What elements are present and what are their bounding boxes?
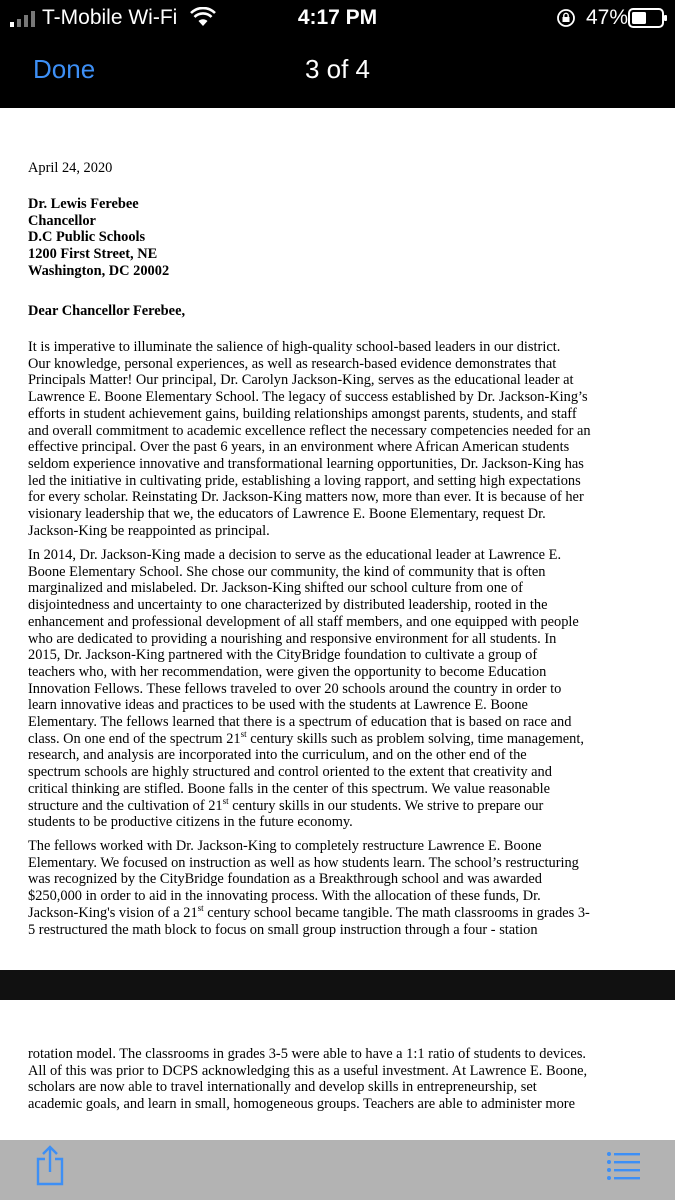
text-line: Elementary. We focused on instruction as well as how students learn. The school’s restructuring [28, 854, 579, 871]
text-run: Jackson-King's vision of a 21 [28, 904, 198, 921]
battery-percent: 47% [586, 6, 629, 29]
superscript: st [240, 728, 247, 739]
text-line: led the initiative in cultivating pride, establishing a loving rapport, and setting high expectations [28, 472, 581, 489]
text-line: The fellows worked with Dr. Jackson-King to completely restructure Lawrence E. Boone [28, 838, 542, 854]
rotation-lock-icon [556, 8, 576, 28]
paragraph-4 [28, 1046, 648, 1113]
text-line: learn innovative ideas and practices to be used with the students at Lawrence E. Boone [28, 697, 528, 714]
text-line: research, and analysis are incorporated into the curriculum, and on the other end of the [28, 747, 527, 764]
text-line: spectrum schools are highly structured and control oriented to the extent that creativity and [28, 764, 552, 781]
paragraph-3 [28, 838, 648, 938]
battery-icon [628, 8, 668, 28]
list-icon[interactable] [606, 1150, 640, 1182]
share-icon[interactable] [34, 1144, 66, 1186]
text-line: and overall commitment to academic excellence reflect the necessary competencies needed for an [28, 422, 591, 439]
text-run: century skills such as problem solving, time management, [246, 730, 584, 747]
text-line: disjointedness and uncertainty to one characterized by distributed leadership, rooted in the [28, 597, 548, 614]
text-line [28, 795, 648, 815]
text-line: Elementary. The fellows learned that there is a spectrum of education that is based on race and [28, 714, 572, 731]
text-run: century skills in our students. We strive to prepare our [228, 797, 544, 814]
superscript: st [222, 795, 229, 806]
text-line: $250,000 in order to aid in the innovating process. With the allocation of these funds, Dr. [28, 888, 541, 905]
text-line: In 2014, Dr. Jackson-King made a decision to serve as the educational leader at Lawrence E. [28, 547, 562, 563]
text-line: All of this was prior to DCPS acknowledging this as a useful investment. At Lawrence E. Boone, [28, 1062, 588, 1079]
text-line: marginalized and mislabeled. Dr. Jackson-King shifted our school culture from one of [28, 580, 523, 597]
text-run: century school became tangible. The math classrooms in grades 3- [203, 904, 590, 921]
text-line: seldom experience innovative and transformational learning opportunities, Dr. Jackson-King has [28, 455, 584, 472]
text-line: teachers who, with her recommendation, were given the opportunity to become Education [28, 663, 547, 680]
nav-bar [0, 36, 675, 108]
address-line: Washington, DC 20002 [28, 262, 170, 279]
text-line: academic goals, and learn in small, homogeneous groups. Teachers are able to administer more [28, 1096, 575, 1113]
document-page-3 [0, 108, 675, 970]
done-button[interactable]: Done [33, 54, 96, 84]
text-line: Jackson-King be reappointed as principal. [28, 522, 270, 539]
letter-greeting: Dear Chancellor Ferebee, [28, 303, 186, 319]
text-line: students to be productive citizens in the future economy. [28, 814, 353, 831]
text-line: scholars are now able to travel internationally and develop skills in entrepreneurship, set [28, 1079, 537, 1096]
address-line: D.C Public Schools [28, 229, 146, 246]
text-line: Lawrence E. Boone Elementary School. The legacy of success established by Dr. Jackson-King’s [28, 389, 588, 406]
recipient-address [28, 196, 648, 280]
text-line [28, 905, 648, 922]
text-line: efforts in student achievement gains, building relationships amongst parents, students, and staff [28, 405, 577, 422]
text-line: Boone Elementary School. She chose our community, the kind of community that is often [28, 563, 546, 580]
text-run: structure and the cultivation of 21 [28, 797, 223, 814]
text-line: visionary leadership that we, the educators of Lawrence E. Boone Elementary, request Dr. [28, 506, 546, 523]
text-line: It is imperative to illuminate the salience of high-quality school-based leaders in our district. [28, 339, 561, 355]
status-bar [0, 0, 675, 36]
text-line: effective principal. Over the past 6 years, in an environment where African American students [28, 439, 570, 456]
address-line: Dr. Lewis Ferebee [28, 196, 139, 212]
paragraph-2 [28, 547, 648, 831]
text-line: for every scholar. Reinstating Dr. Jackson-King matters now, more than ever. It is because of her [28, 489, 584, 506]
text-line [28, 728, 648, 748]
clock: 4:17 PM [297, 6, 378, 29]
bottom-toolbar [0, 1140, 675, 1200]
text-line: 2015, Dr. Jackson-King partnered with the CityBridge foundation to cultivate a group of [28, 647, 538, 664]
text-line: Innovation Fellows. These fellows traveled to over 20 schools around the country in order to [28, 680, 562, 697]
text-line: Our knowledge, personal experiences, as well as research-based evidence demonstrates that [28, 355, 557, 372]
carrier-name: T-Mobile Wi-Fi [42, 6, 178, 29]
paragraph-1 [28, 339, 648, 539]
text-run: class. On one end of the spectrum 21 [28, 730, 241, 747]
page-indicator: 3 of 4 [304, 54, 371, 84]
address-line: 1200 First Street, NE [28, 246, 158, 263]
text-line: Principals Matter! Our principal, Dr. Carolyn Jackson-King, serves as the educational leader at [28, 372, 574, 389]
text-line: 5 restructured the math block to focus on small group instruction through a four - station [28, 921, 538, 938]
page-separator [0, 970, 675, 1000]
text-line: critical thinking are stifled. Boone falls in the center of this spectrum. We value reasonable [28, 780, 551, 797]
text-line: rotation model. The classrooms in grades 3-5 were able to have a 1:1 ratio of students to devices. [28, 1046, 587, 1062]
letter-date: April 24, 2020 [28, 160, 113, 176]
text-line: enhancement and professional development of all staff members, and one equipped with people [28, 613, 579, 630]
text-line: who are dedicated to providing a nourishing and responsive environment for all students. In [28, 630, 557, 647]
text-line: was recognized by the CityBridge foundation as a Breakthrough school and was awarded [28, 871, 542, 888]
superscript: st [197, 903, 204, 914]
address-line: Chancellor [28, 212, 96, 229]
